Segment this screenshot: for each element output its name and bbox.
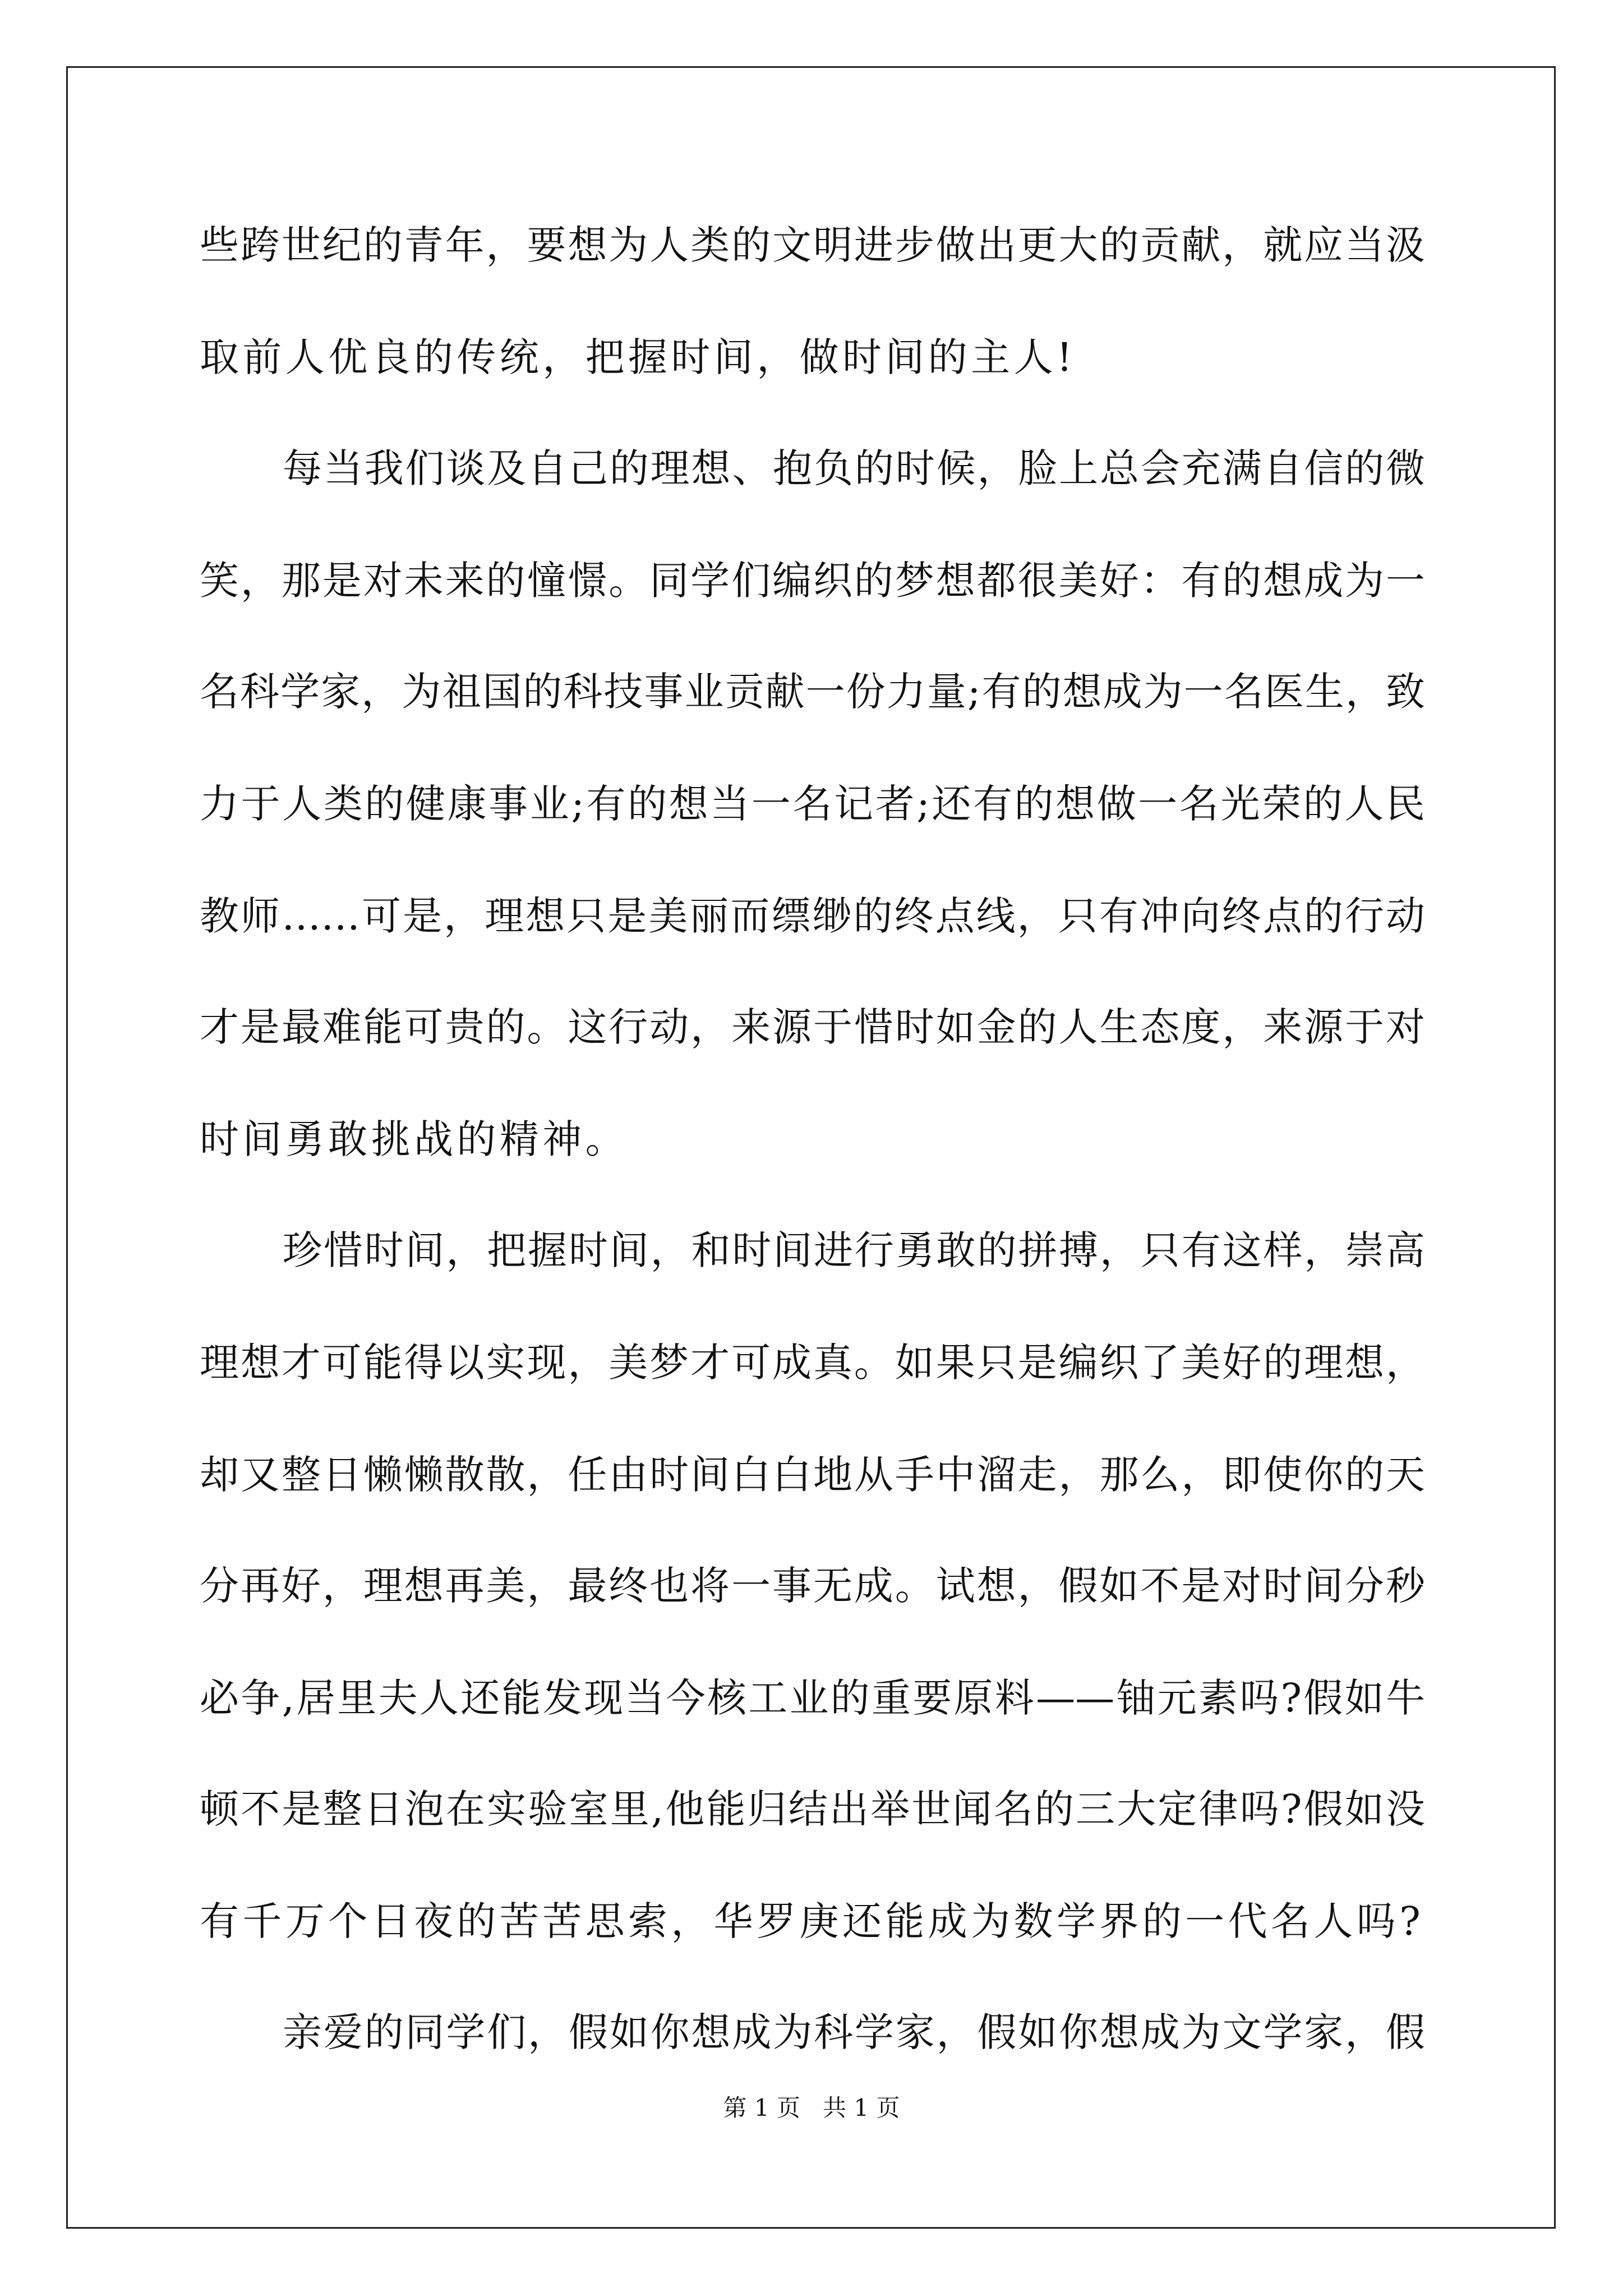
text-line: 有千万个日夜的苦苦思索，华罗庚还能成为数学界的一代名人吗? (200, 1898, 1424, 1944)
text-line: 理想才可能得以实现，美梦才可成真。如果只是编织了美好的理想， (200, 1340, 1425, 1386)
text-line: 取前人优良的传统，把握时间，做时间的主人! (200, 334, 1076, 380)
text-line: 教师……可是，理想只是美丽而缥缈的终点线，只有冲向终点的行动 (200, 893, 1425, 939)
text-line: 力于人类的健康事业;有的想当一名记者;还有的想做一名光荣的人民 (200, 781, 1425, 827)
text-line: 必争,居里夫人还能发现当今核工业的重要原料——铀元素吗?假如牛 (200, 1675, 1425, 1721)
page-number: 第 1 页 共 1 页 (723, 2094, 900, 2122)
text-line: 些跨世纪的青年，要想为人类的文明进步做出更大的贡献，就应当汲 (200, 222, 1425, 268)
text-line: 顿不是整日泡在实验室里,他能归结出举世闻名的三大定律吗?假如没 (200, 1786, 1425, 1832)
paragraph-first-line: 每当我们谈及自己的理想、抱负的时候，脸上总会充满自信的微 (283, 445, 1425, 491)
text-line: 时间勇敢挑战的精神。 (200, 1116, 628, 1162)
text-line: 才是最难能可贵的。这行动，来源于惜时如金的人生态度，来源于对 (200, 1004, 1425, 1050)
paragraph-first-line: 珍惜时间，把握时间，和时间进行勇敢的拼搏，只有这样，崇高 (283, 1227, 1425, 1273)
paragraph-first-line: 亲爱的同学们，假如你想成为科学家，假如你想成为文学家，假 (283, 2009, 1425, 2055)
text-line: 分再好，理想再美，最终也将一事无成。试想，假如不是对时间分秒 (200, 1563, 1425, 1609)
text-line: 却又整日懒懒散散，任由时间白白地从手中溜走，那么，即使你的天 (200, 1452, 1425, 1498)
text-line: 笑，那是对未来的憧憬。同学们编织的梦想都很美好：有的想成为一 (200, 558, 1425, 604)
text-line: 名科学家，为祖国的科技事业贡献一份力量;有的想成为一名医生，致 (200, 669, 1425, 715)
